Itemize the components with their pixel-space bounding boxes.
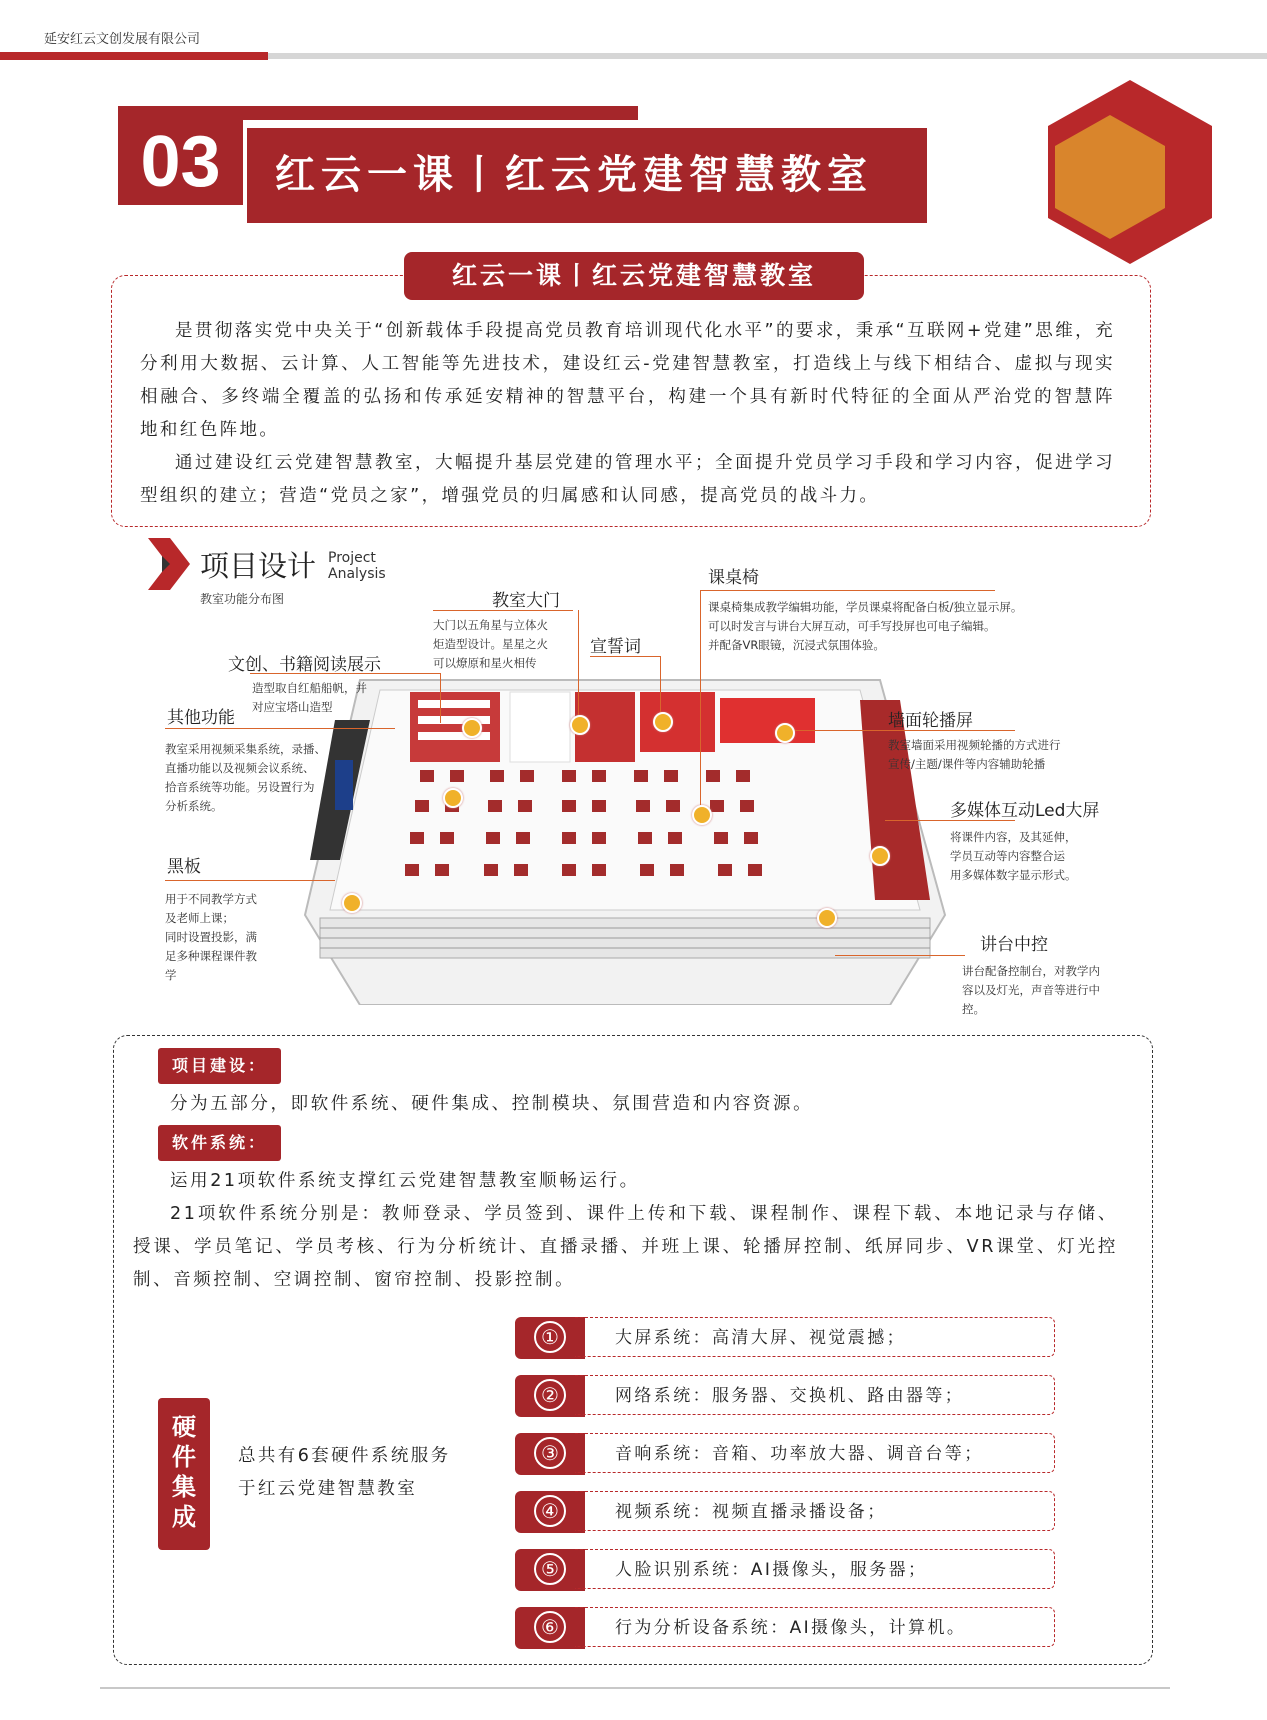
hardware-item-text: 网络系统：服务器、交换机、路由器等； — [575, 1375, 1055, 1415]
callout-dot-oath — [653, 712, 673, 732]
callout-gate-label: 教室大门 — [492, 591, 560, 611]
callout-wall-label: 墙面轮播屏 — [888, 711, 973, 731]
callout-console-label: 讲台中控 — [980, 935, 1048, 955]
hardware-desc — [238, 1440, 451, 1506]
leader-other — [165, 728, 395, 729]
hardware-desc-line-1: 总共有6套硬件系统服务 — [238, 1446, 451, 1466]
software-line-2: 21项软件系统分别是：教师登录、学员签到、课件上传和下载、课程制作、课程下载、本地记录与存储、授课、学员笔记、学员考核、行为分析统计、直播录播、并班上课、轮播屏控制、纸屏同步、VR课堂、灯光控制、音频控制、空调控制、窗帘控制、投影控制。 — [133, 1204, 1118, 1290]
leader-oath-v — [660, 656, 661, 712]
callout-led-desc-3: 用多媒体数字显示形式。 — [950, 868, 1077, 882]
callout-other-desc-1: 教室采用视频采集系统，录播、 — [165, 742, 326, 756]
callout-desk-desc-3: 并配备VR眼镜，沉浸式氛围体验。 — [708, 638, 885, 652]
construction-pill: 项目建设： — [158, 1048, 281, 1084]
callout-books-desc — [252, 679, 367, 717]
callout-board-desc-3: 同时设置投影，满 — [165, 930, 257, 944]
project-design-subtitle: 教室功能分布图 — [200, 592, 285, 606]
callout-board-desc-4: 足多种课程课件教 — [165, 949, 257, 963]
construction-text: 分为五部分，即软件系统、硬件集成、控制模块、氛围营造和内容资源。 — [170, 1094, 814, 1114]
callout-books-desc-1: 造型取自红船船帆，并 — [252, 681, 367, 695]
callout-books-label: 文创、书籍阅读展示 — [228, 655, 381, 675]
project-design-title: 项目设计 — [200, 549, 317, 583]
callout-wall-desc-2: 宣传/主题/课件等内容辅助轮播 — [888, 757, 1046, 771]
leader-board — [165, 880, 335, 881]
callout-desk-desc-1: 课桌椅集成教学编辑功能，学员课桌将配备白板/独立显示屏。 — [708, 600, 1023, 614]
title-tab-strip — [118, 106, 638, 120]
callout-wall-desc — [888, 736, 1061, 774]
header-bar-red — [0, 52, 268, 60]
callout-dot-other — [443, 788, 463, 808]
hardware-item — [515, 1433, 1055, 1475]
hardware-item — [515, 1549, 1055, 1591]
callout-console-desc — [962, 962, 1100, 1019]
hardware-item-text: 行为分析设备系统：AI摄像头，计算机。 — [575, 1607, 1055, 1647]
callout-dot-books — [462, 718, 482, 738]
project-logo-icon — [148, 538, 190, 590]
company-name: 延安红云文创发展有限公司 — [44, 32, 201, 47]
callout-dot-board — [342, 893, 362, 913]
callout-board-desc-1: 用于不同教学方式 — [165, 892, 257, 906]
callout-led-desc-1: 将课件内容，及其延伸， — [950, 830, 1077, 844]
callout-led-label: 多媒体互动Led大屏 — [950, 801, 1100, 821]
callout-books-desc-2: 对应宝塔山造型 — [252, 700, 333, 714]
callout-gate-desc-1: 大门以五角星与立体火 — [433, 618, 548, 632]
callout-gate-desc — [433, 616, 548, 673]
hardware-item — [515, 1375, 1055, 1417]
callout-other-desc — [165, 740, 326, 816]
leader-books-v — [440, 673, 441, 723]
hardware-item-text: 大屏系统：高清大屏、视觉震撼； — [575, 1317, 1055, 1357]
software-line-1: 运用21项软件系统支撑红云党建智慧教室顺畅运行。 — [170, 1171, 640, 1191]
callout-desk-desc — [708, 598, 1022, 655]
hardware-label-text: 硬件集成 — [172, 1413, 196, 1531]
hardware-item-text: 音响系统：音箱、功率放大器、调音台等； — [575, 1433, 1055, 1473]
callout-desk-desc-2: 可以时发言与讲台大屏互动，可手写投屏也可电子编辑。 — [708, 619, 996, 633]
hardware-item — [515, 1317, 1055, 1359]
hardware-item-number-text: ① — [534, 1321, 566, 1353]
callout-board-desc-5: 学 — [165, 968, 177, 982]
hardware-item-number-text: ② — [534, 1379, 566, 1411]
software-pill: 软件系统： — [158, 1125, 281, 1161]
callout-other-desc-2: 直播功能以及视频会议系统、 — [165, 761, 315, 775]
callout-dot-led — [870, 846, 890, 866]
project-en-line-1: Project — [328, 550, 376, 566]
section-title: 红云一课丨红云党建智慧教室 — [247, 128, 927, 223]
callout-console-desc-1: 讲台配备控制台，对教学内 — [962, 964, 1100, 978]
hardware-item-text: 视频系统：视频直播录播设备； — [575, 1491, 1055, 1531]
classroom-illustration — [300, 660, 950, 1005]
hardware-item — [515, 1491, 1055, 1533]
hardware-label — [158, 1398, 210, 1550]
callout-led-desc-2: 学员互动等内容整合运 — [950, 849, 1065, 863]
hardware-item — [515, 1607, 1055, 1649]
leader-desk — [700, 590, 995, 591]
callout-gate-desc-2: 炬造型设计。星星之火 — [433, 637, 548, 651]
callout-desk-label: 课桌椅 — [708, 568, 759, 588]
callout-oath-label: 宣誓词 — [590, 637, 641, 657]
leader-gate-v — [578, 610, 579, 715]
callout-dot-wall — [775, 723, 795, 743]
hexagon-decoration-icon — [1040, 80, 1220, 265]
leader-desk-v — [700, 590, 701, 805]
project-design-en — [328, 550, 386, 582]
callout-board-desc-2: 及老师上课； — [165, 911, 234, 925]
footer-divider — [100, 1687, 1170, 1689]
callout-console-desc-3: 控。 — [962, 1002, 985, 1016]
header-bar-grey — [268, 53, 1267, 59]
callout-led-desc — [950, 828, 1077, 885]
callout-wall-desc-1: 教室墙面采用视频轮播的方式进行 — [888, 738, 1061, 752]
leader-console — [835, 955, 965, 956]
callout-other-label: 其他功能 — [167, 708, 235, 728]
callout-dot-desk — [692, 805, 712, 825]
callout-console-desc-2: 容以及灯光，声音等进行中 — [962, 983, 1100, 997]
intro-paragraph-1: 是贯彻落实党中央关于“创新载体手段提高党员教育培训现代化水平”的要求，秉承“互联网+党建”思维，充分利用大数据、云计算、人工智能等先进技术，建设红云-党建智慧教室，打造线上与线下相结合、虚拟与现实相融合、多终端全覆盖的弘扬和传承延安精神的智慧平台，构建一个具有新时代特征的全面从严治党的智慧阵地和红色阵地。 — [140, 321, 1115, 440]
hardware-item-text: 人脸识别系统：AI摄像头，服务器； — [575, 1549, 1055, 1589]
intro-pill: 红云一课丨红云党建智慧教室 — [404, 252, 864, 300]
hardware-item-number-text: ⑥ — [534, 1611, 566, 1643]
callout-other-desc-4: 分析系统。 — [165, 799, 223, 813]
hardware-item-number-text: ③ — [534, 1437, 566, 1469]
callout-board-desc — [165, 890, 257, 985]
callout-other-desc-3: 拾音系统等功能。另设置行为 — [165, 780, 315, 794]
section-number: 03 — [118, 120, 243, 205]
intro-paragraph-2: 通过建设红云党建智慧教室，大幅提升基层党建的管理水平；全面提升党员学习手段和学习内容，促进学习型组织的建立；营造“党员之家”，增强党员的归属感和认同感，提高党员的战斗力。 — [140, 453, 1115, 506]
callout-gate-desc-3: 可以燎原和星火相传 — [433, 656, 537, 670]
callout-board-label: 黑板 — [167, 857, 201, 877]
hardware-item-number-text: ⑤ — [534, 1553, 566, 1585]
hardware-item-number-text: ④ — [534, 1495, 566, 1527]
intro-text — [140, 315, 1115, 513]
callout-dot-gate — [570, 715, 590, 735]
hardware-desc-line-2: 于红云党建智慧教室 — [238, 1479, 418, 1499]
project-en-line-2: Analysis — [328, 566, 386, 582]
callout-dot-console — [817, 908, 837, 928]
